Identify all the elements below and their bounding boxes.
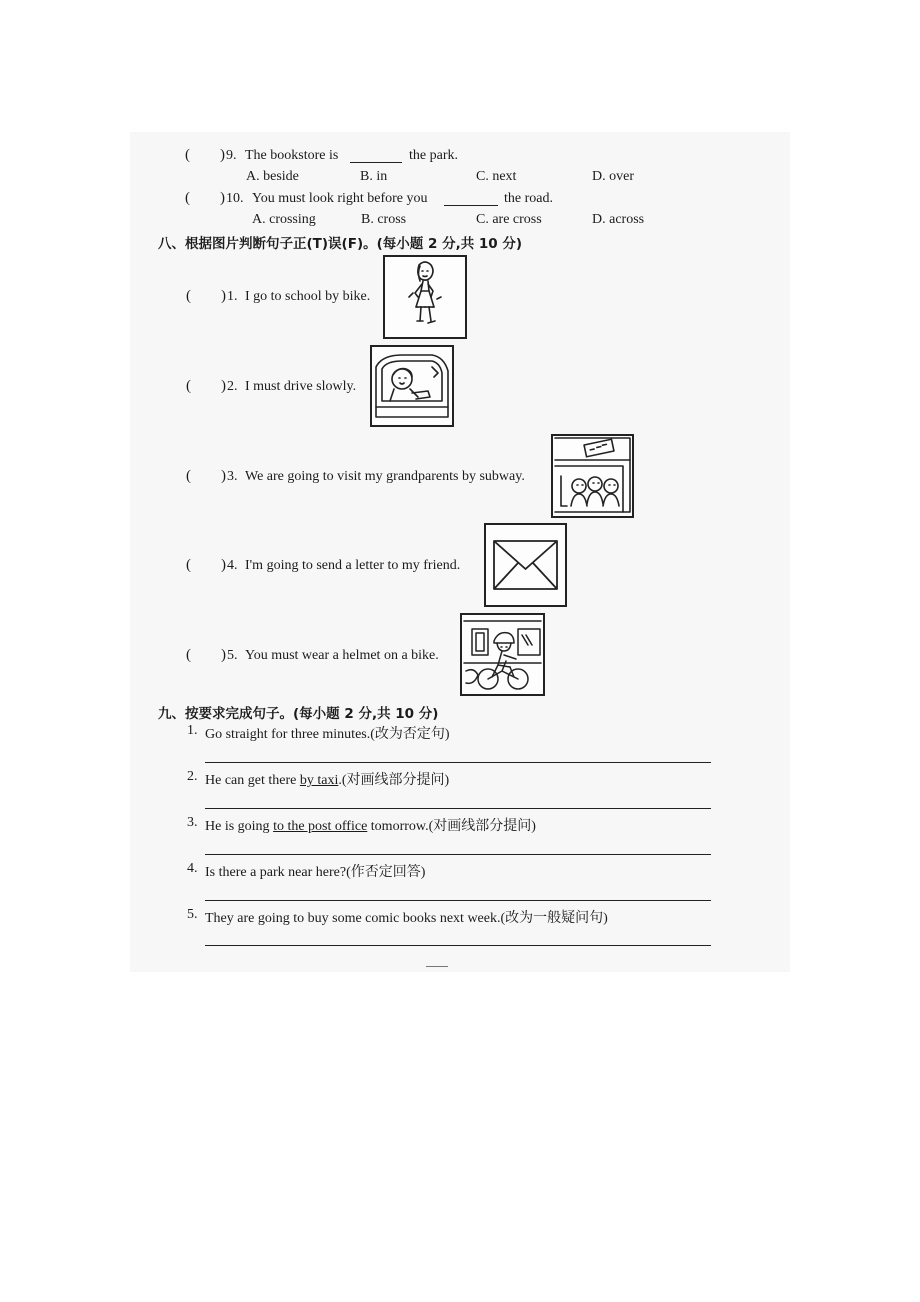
answer-paren-close: ) xyxy=(221,557,226,573)
item-number: 1. xyxy=(227,289,238,304)
question-number: 10. xyxy=(226,191,244,206)
sentence-instruction: (对画线部分提问) xyxy=(341,773,450,788)
item-number: 3. xyxy=(187,815,198,830)
answer-paren-close: ) xyxy=(221,288,226,304)
underlined-part: to the post office xyxy=(273,819,368,834)
answer-paren-open: ( xyxy=(186,647,191,663)
section-8-title: 八、根据图片判断句子正(T)误(F)。(每小题 2 分,共 10 分) xyxy=(158,236,523,252)
envelope-icon xyxy=(484,523,567,607)
sentence-text: Go straight for three minutes. xyxy=(205,727,371,742)
option-a[interactable]: A. beside xyxy=(246,169,299,184)
answer-paren-open: ( xyxy=(185,190,190,206)
item-number: 4. xyxy=(187,861,198,876)
answer-paren-close: ) xyxy=(221,647,226,663)
answer-paren-open: ( xyxy=(186,557,191,573)
option-a[interactable]: A. crossing xyxy=(252,212,316,227)
item-number: 3. xyxy=(227,469,238,484)
answer-paren-open: ( xyxy=(186,288,191,304)
answer-paren-open: ( xyxy=(186,468,191,484)
bus-passengers-icon xyxy=(551,434,634,518)
answer-paren-close: ) xyxy=(221,468,226,484)
answer-line[interactable] xyxy=(205,900,711,901)
question-stem-end: the road. xyxy=(504,191,553,206)
answer-paren-close: ) xyxy=(220,190,225,206)
option-c[interactable]: C. are cross xyxy=(476,212,542,227)
question-number: 9. xyxy=(226,148,237,163)
sentence-text: He is going xyxy=(205,819,274,834)
option-d[interactable]: D. over xyxy=(592,169,634,184)
item-sentence xyxy=(205,723,450,743)
option-d[interactable]: D. across xyxy=(592,212,645,227)
item-number: 5. xyxy=(227,648,238,663)
sentence-instruction: (对画线部分提问) xyxy=(428,819,536,834)
item-sentence: I'm going to send a letter to my friend. xyxy=(245,558,461,573)
question-stem-end: the park. xyxy=(409,148,458,163)
sentence-text: He can get there xyxy=(205,773,300,788)
sentence-instruction: (改为否定句) xyxy=(370,727,450,742)
option-b[interactable]: B. in xyxy=(360,169,388,184)
answer-line[interactable] xyxy=(205,854,711,855)
item-sentence: You must wear a helmet on a bike. xyxy=(245,648,439,663)
item-number: 1. xyxy=(187,723,198,738)
item-sentence xyxy=(205,815,536,835)
cyclist-helmet-icon xyxy=(460,613,545,696)
item-sentence xyxy=(205,769,449,789)
girl-walking-icon xyxy=(383,255,467,339)
driver-car-icon xyxy=(370,345,454,427)
item-sentence: I must drive slowly. xyxy=(245,379,357,394)
underlined-part: by taxi xyxy=(299,773,339,788)
item-sentence: We are going to visit my grandparents by subway. xyxy=(245,469,525,484)
page-number-mark xyxy=(426,966,448,967)
item-number: 4. xyxy=(227,558,238,573)
fill-blank[interactable] xyxy=(444,205,498,206)
item-sentence: I go to school by bike. xyxy=(245,289,371,304)
question-stem: The bookstore is xyxy=(245,148,339,163)
section-9-title: 九、按要求完成句子。(每小题 2 分,共 10 分) xyxy=(158,706,439,722)
item-sentence xyxy=(205,861,425,881)
fill-blank[interactable] xyxy=(350,162,402,163)
answer-line[interactable] xyxy=(205,808,711,809)
sentence-text: They are going to buy some comic books next week. xyxy=(205,911,501,926)
sentence-instruction: (作否定回答) xyxy=(346,865,426,880)
sentence-text: Is there a park near here? xyxy=(205,865,347,880)
sentence-text-end: . xyxy=(338,773,342,788)
sentence-text-end: tomorrow. xyxy=(367,819,429,834)
item-number: 2. xyxy=(187,769,198,784)
question-stem: You must look right before you xyxy=(252,191,428,206)
item-number: 5. xyxy=(187,907,198,922)
item-number: 2. xyxy=(227,379,238,394)
answer-line[interactable] xyxy=(205,945,711,946)
answer-paren-open: ( xyxy=(186,378,191,394)
answer-line[interactable] xyxy=(205,762,711,763)
answer-paren-close: ) xyxy=(220,147,225,163)
answer-paren-open: ( xyxy=(185,147,190,163)
item-sentence xyxy=(205,907,608,927)
option-c[interactable]: C. next xyxy=(476,169,517,184)
option-b[interactable]: B. cross xyxy=(361,212,407,227)
answer-paren-close: ) xyxy=(221,378,226,394)
sentence-instruction: (改为一般疑问句) xyxy=(500,911,608,926)
